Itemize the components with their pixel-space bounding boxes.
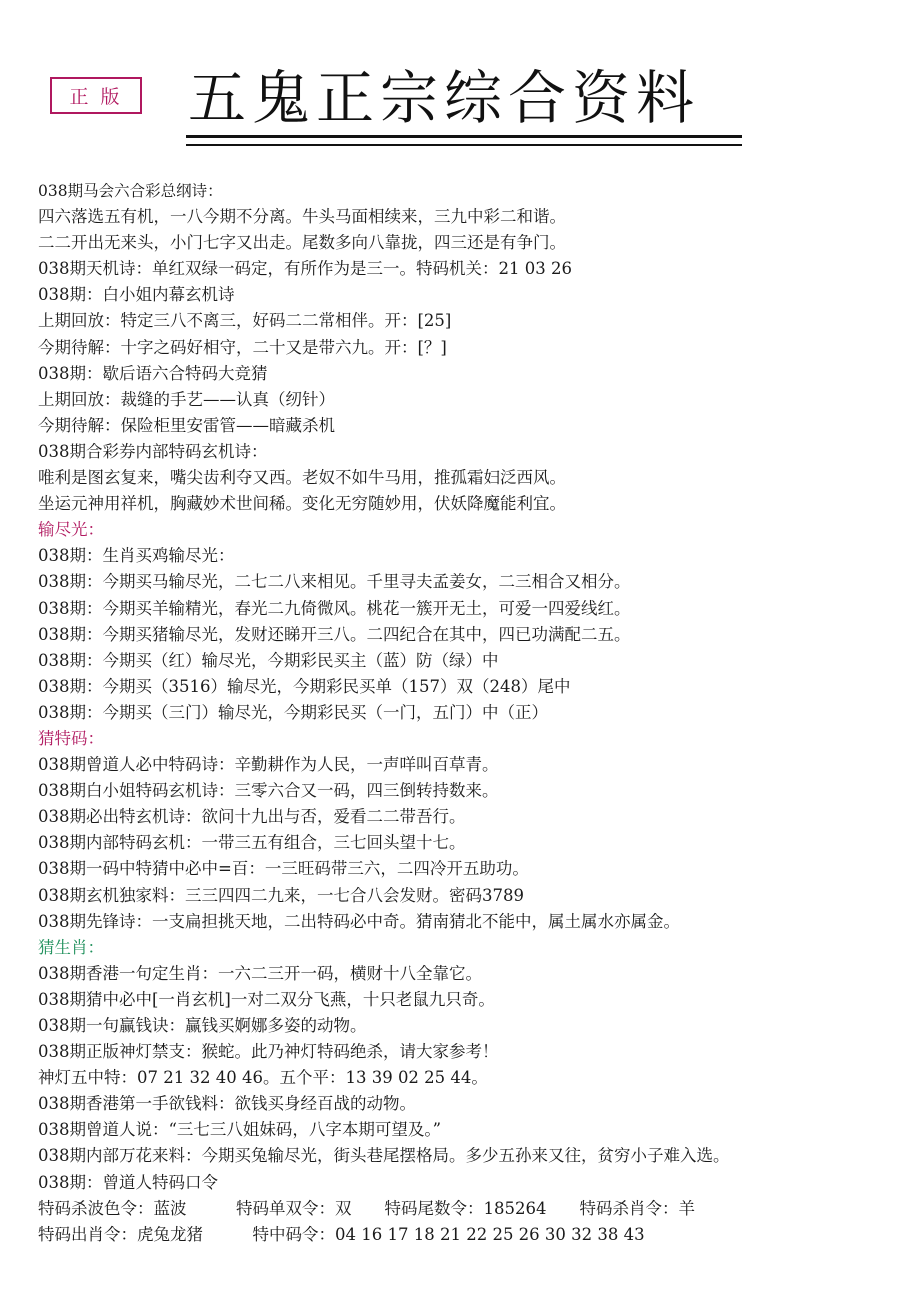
text-line: 038期：今期买（三门）输尽光，今期彩民买（一门，五门）中（正） [38, 702, 548, 722]
text-line: 038期：白小姐内幕玄机诗 [38, 285, 235, 305]
text-line: 038期：歇后语六合特码大竞猜 [38, 363, 268, 383]
text-line: 坐运元神用祥机，胸藏妙术世间稀。变化无穷随妙用，伏妖降魔能利宜。 [38, 494, 566, 514]
text-line: 038期曾道人必中特码诗：辛勤耕作为人民，一声咩叫百草青。 [38, 755, 499, 775]
title-underline-thick [186, 135, 742, 138]
text-line: 特码杀波色令：蓝波 特码单双令：双 特码尾数令：185264 特码杀肖令：羊 [38, 1198, 695, 1218]
text-line: 038期必出特玄机诗：欲问十九出与否，爱看二二带吾行。 [38, 807, 466, 827]
text-line: 038期白小姐特码玄机诗：三零六合又一码，四三倒转持数来。 [38, 781, 499, 801]
text-line: 038期猜中必中[一肖玄机]一对二双分飞燕，十只老鼠九只奇。 [38, 989, 495, 1009]
text-line: 唯利是图玄复来，嘴尖齿利夺又西。老奴不如牛马用，推孤霜妇泛西风。 [38, 468, 566, 488]
text-line: 038期正版神灯禁支：猴蛇。此乃神灯特码绝杀，请大家参考！ [38, 1042, 499, 1062]
text-line: 038期：今期买猪输尽光，发财还睇开三八。二四纪合在其中，四已功满配二五。 [38, 624, 631, 644]
text-line: 038期香港一句定生肖：一六二三开一码，横财十八全靠它。 [38, 963, 482, 983]
text-line: 038期合彩券内部特码玄机诗： [38, 441, 268, 461]
page-title: 五鬼正宗综合资料 [188, 64, 701, 132]
text-line: 今期待解：保险柜里安雷管——暗藏杀机 [38, 415, 335, 435]
text-line: 上期回放：特定三八不离三，好码二二常相伴。开：[25] [38, 311, 452, 331]
section-heading: 猜生肖： [38, 937, 104, 957]
text-line: 神灯五中特：07 21 32 40 46。五个平：13 39 02 25 44。 [38, 1068, 488, 1088]
title-underline-thin [186, 144, 742, 146]
text-line: 038期：今期买（3516）输尽光，今期彩民买单（157）双（248）尾中 [38, 676, 571, 696]
text-line: 038期马会六合彩总纲诗： [38, 182, 223, 200]
text-line: 038期：今期买羊输精光，春光二九倚微风。桃花一簇开无土，可爱一四爱线红。 [38, 598, 631, 618]
text-line: 038期玄机独家料：三三四四二九来，一七合八会发财。密码3789 [38, 885, 524, 905]
text-line: 038期曾道人说：“三七三八姐妹码，八字本期可望及。” [38, 1120, 442, 1140]
text-line: 038期内部特码玄机：一带三五有组合，三七回头望十七。 [38, 833, 466, 853]
section-heading: 输尽光： [38, 520, 104, 540]
document-body [38, 178, 888, 1248]
genuine-badge: 正 版 [50, 77, 142, 114]
text-line: 038期一码中特猜中必中=百：一三旺码带三六，二四冷开五助功。 [38, 859, 529, 879]
text-line: 038期：曾道人特码口令 [38, 1172, 218, 1192]
text-line: 038期香港第一手欲钱料：欲钱买身经百战的动物。 [38, 1094, 416, 1114]
text-line: 四六落选五有机，一八今期不分离。牛头马面相续来，三九中彩二和谐。 [38, 207, 566, 227]
text-line: 038期先锋诗：一支扁担挑天地，二出特码必中奇。猜南猜北不能中，属土属水亦属金。 [38, 911, 680, 931]
text-line: 038期：今期买（红）输尽光，今期彩民买主（蓝）防（绿）中 [38, 650, 499, 670]
text-line: 038期：今期买马输尽光，二七二八来相见。千里寻夫孟姜女，二三相合又相分。 [38, 572, 631, 592]
text-line: 今期待解：十字之码好相守，二十又是带六九。开：[？] [38, 337, 447, 357]
text-line: 038期一句赢钱诀：赢钱买婀娜多姿的动物。 [38, 1016, 367, 1035]
text-line: 038期天机诗：单红双绿一码定，有所作为是三一。特码机关：21 03 26 [38, 259, 572, 279]
text-line: 二二开出无来头，小门七字又出走。尾数多向八靠拢，四三还是有争门。 [38, 233, 566, 253]
text-line: 038期内部万花来料：今期买兔输尽光，街头巷尾摆格局。多少五孙来又往，贫穷小子难入选。 [38, 1146, 730, 1166]
text-line: 上期回放：裁缝的手艺——认真（纫针） [38, 389, 335, 409]
text-line: 038期：生肖买鸡输尽光： [38, 546, 235, 566]
text-line: 特码出肖令：虎兔龙猪 特中码令：04 16 17 18 21 22 25 26 30 32 38 43 [38, 1224, 645, 1244]
section-heading: 猜特码： [38, 728, 104, 748]
